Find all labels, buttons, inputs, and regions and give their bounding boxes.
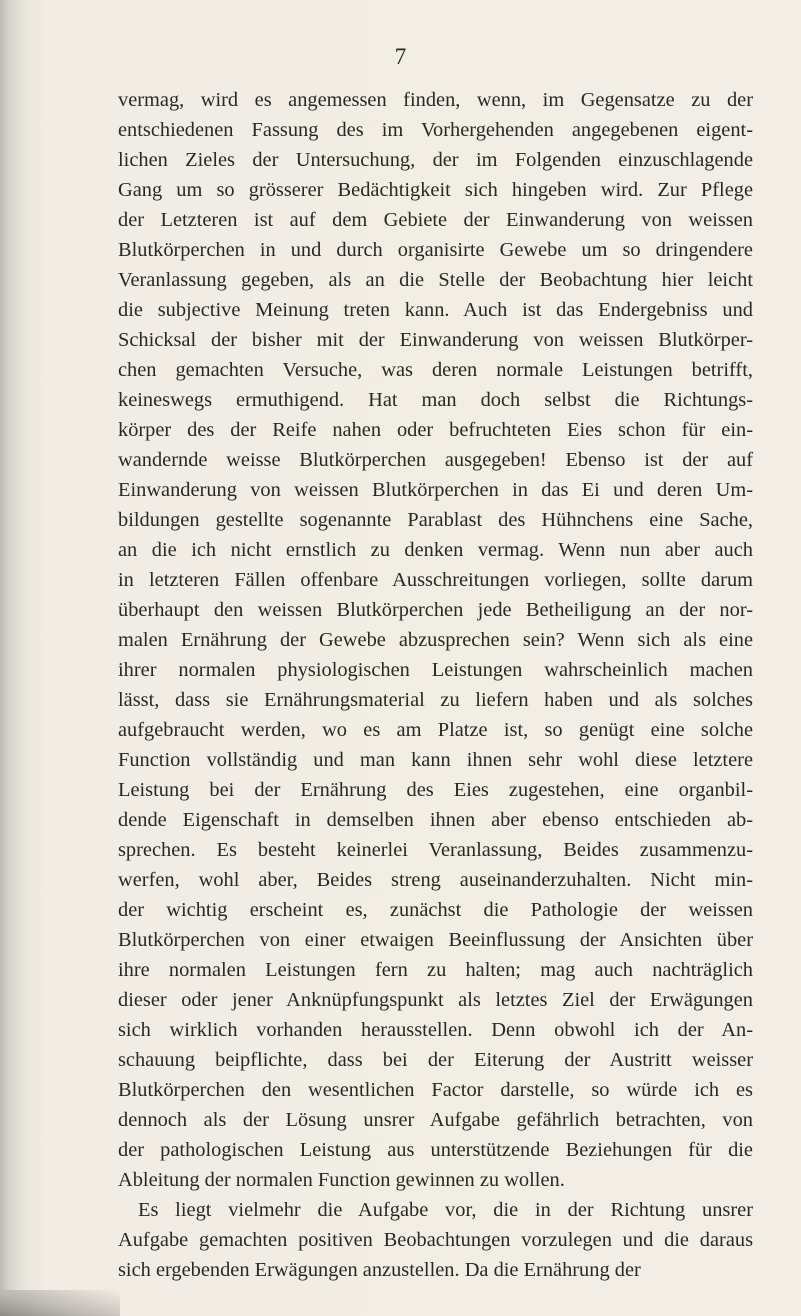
text-line: Veranlassung gegeben, als an die Stelle der Beobachtung hier leicht xyxy=(118,269,753,291)
text-line: Gang um so grösserer Bedächtigkeit sich hingeben wird. Zur Pflege xyxy=(118,179,753,201)
text-line: lässt, dass sie Ernährungsmaterial zu liefern haben und als solches xyxy=(118,689,753,711)
text-line: sprechen. Es besteht keinerlei Veranlassung, Beides zusammenzu- xyxy=(118,839,753,861)
text-line: Schicksal der bisher mit der Einwanderung von weissen Blutkörper- xyxy=(118,329,753,351)
text-line: körper des der Reife nahen oder befruchteten Eies schon für ein- xyxy=(118,419,753,441)
text-line: sich ergebenden Erwägungen anzustellen. Da die Ernährung der xyxy=(118,1259,641,1281)
text-line: Blutkörperchen von einer etwaigen Beeinflussung der Ansichten über xyxy=(118,929,753,951)
text-line: Ableitung der normalen Function gewinnen zu wollen. xyxy=(118,1169,565,1191)
body-text xyxy=(118,85,753,1285)
page-number: 7 xyxy=(394,44,407,69)
text-line: dennoch als der Lösung unsrer Aufgabe gefährlich betrachten, von xyxy=(118,1109,753,1131)
text-line: Leistung bei der Ernährung des Eies zugestehen, eine organbil- xyxy=(118,779,753,801)
text-line: ihrer normalen physiologischen Leistungen wahrscheinlich machen xyxy=(118,659,753,681)
text-line: der Letzteren ist auf dem Gebiete der Einwanderung von weissen xyxy=(118,209,753,231)
text-line: Function vollständig und man kann ihnen sehr wohl diese letztere xyxy=(118,749,753,771)
text-line: entschiedenen Fassung des im Vorhergehenden angegebenen eigent- xyxy=(118,119,753,141)
text-line: die subjective Meinung treten kann. Auch ist das Endergebniss und xyxy=(118,299,753,321)
text-line: bildungen gestellte sogenannte Parablast des Hühnchens eine Sache, xyxy=(118,509,753,531)
text-line: Aufgabe gemachten positiven Beobachtungen vorzulegen und die daraus xyxy=(118,1229,753,1251)
text-line: der wichtig erscheint es, zunächst die Pathologie der weissen xyxy=(118,899,753,921)
text-line: überhaupt den weissen Blutkörperchen jede Betheiligung an der nor- xyxy=(118,599,753,621)
text-line: wandernde weisse Blutkörperchen ausgegeben! Ebenso ist der auf xyxy=(118,449,753,471)
text-line: vermag, wird es angemessen finden, wenn, im Gegensatze zu der xyxy=(118,89,753,111)
text-line: schauung beipflichte, dass bei der Eiterung der Austritt weisser xyxy=(118,1049,753,1071)
page-edge-shadow xyxy=(0,1290,120,1316)
text-line: Blutkörperchen den wesentlichen Factor darstelle, so würde ich es xyxy=(118,1079,753,1101)
text-line: Einwanderung von weissen Blutkörperchen in das Ei und deren Um- xyxy=(118,479,753,501)
text-line: keineswegs ermuthigend. Hat man doch selbst die Richtungs- xyxy=(118,389,753,411)
text-line: lichen Zieles der Untersuchung, der im Folgenden einzuschlagende xyxy=(118,149,753,171)
text-line: chen gemachten Versuche, was deren normale Leistungen betrifft, xyxy=(118,359,753,381)
text-line: werfen, wohl aber, Beides streng auseinanderzuhalten. Nicht min- xyxy=(118,869,753,891)
text-line: dende Eigenschaft in demselben ihnen aber ebenso entschieden ab- xyxy=(118,809,753,831)
text-line: Blutkörperchen in und durch organisirte Gewebe um so dringendere xyxy=(118,239,753,261)
text-line: an die ich nicht ernstlich zu denken vermag. Wenn nun aber auch xyxy=(118,539,753,561)
text-line: dieser oder jener Anknüpfungspunkt als letztes Ziel der Erwägungen xyxy=(118,989,753,1011)
text-line: ihre normalen Leistungen fern zu halten; mag auch nachträglich xyxy=(118,959,753,981)
text-line: aufgebraucht werden, wo es am Platze ist, so genügt eine solche xyxy=(118,719,753,741)
text-line: Es liegt vielmehr die Aufgabe vor, die in der Richtung unsrer xyxy=(138,1199,753,1221)
text-line: sich wirklich vorhanden herausstellen. Denn obwohl ich der An- xyxy=(118,1019,753,1041)
text-line: malen Ernährung der Gewebe abzusprechen sein? Wenn sich als eine xyxy=(118,629,753,651)
text-line: in letzteren Fällen offenbare Ausschreitungen vorliegen, sollte darum xyxy=(118,569,753,591)
text-line: der pathologischen Leistung aus unterstützende Beziehungen für die xyxy=(118,1139,753,1161)
